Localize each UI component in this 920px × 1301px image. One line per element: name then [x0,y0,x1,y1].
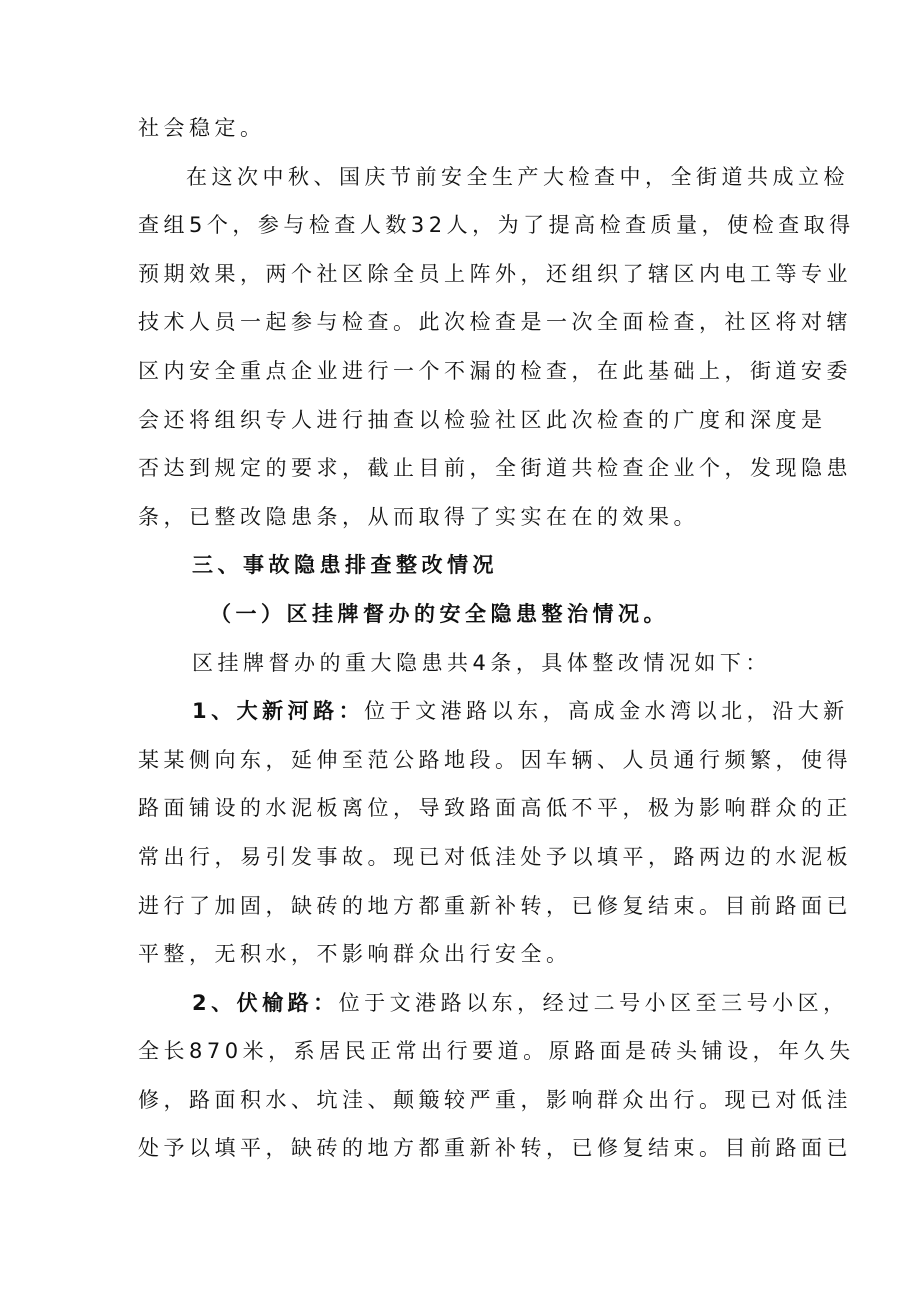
paragraph-line: 技术人员一起参与检查。此次检查是一次全面检查，社区将对辖 [138,310,852,335]
paragraph-line: 区挂牌督办的重大隐患共4条，具体整改情况如下： [192,650,771,675]
paragraph-line: 路面铺设的水泥板离位，导致路面高低不平，极为影响群众的正 [138,796,852,821]
paragraph-line: 某某侧向东，延伸至范公路地段。因车辆、人员通行频繁，使得 [138,747,852,772]
item-label: 1、大新河路： [192,699,365,724]
paragraph-line: 查组5个，参与检查人数32人，为了提高检查质量，使检查取得 [138,213,855,238]
document-body [138,104,855,1173]
paragraph-line: 会还将组织专人进行抽查以检验社区此次检查的广度和深度是 [138,407,827,432]
paragraph-line: 全长870米，系居民正常出行要道。原路面是砖头铺设，年久失 [138,1039,855,1064]
paragraph-line: 进行了加固，缺砖的地方都重新补转，已修复结束。目前路面已 [138,893,852,918]
item-first-line [138,687,849,736]
item-text: 位于文港路以东，经过二号小区至三号小区， [338,990,849,1015]
paragraph-line: 预期效果，两个社区除全员上阵外，还组织了辖区内电工等专业 [138,261,852,286]
subsection-heading: （一）区挂牌督办的安全隐患整治情况。 [210,601,669,626]
paragraph-line: 否达到规定的要求，截止目前，全街道共检查企业个，发现隐患 [138,456,852,481]
item-first-line [138,979,849,1028]
paragraph-line: 区内安全重点企业进行一个不漏的检查，在此基础上，街道安委 [138,358,852,383]
item-label: 2、伏榆路： [192,990,339,1015]
paragraph-line: 在这次中秋、国庆节前安全生产大检查中，全街道共成立检 [186,164,849,189]
item-text: 位于文港路以东，高成金水湾以北，沿大新 [364,699,849,724]
paragraph-line: 平整，无积水，不影响群众出行安全。 [138,942,572,967]
paragraph-line: 处予以填平，缺砖的地方都重新补转，已修复结束。目前路面已 [138,1136,852,1161]
paragraph-line: 常出行，易引发事故。现已对低洼处予以填平，路两边的水泥板 [138,844,852,869]
paragraph-line: 条，已整改隐患条，从而取得了实实在在的效果。 [138,504,699,529]
section-heading: 三、事故隐患排查整改情况 [192,553,498,578]
paragraph-line: 修，路面积水、坑洼、颠簸较严重，影响群众出行。现已对低洼 [138,1087,852,1112]
paragraph-line: 社会稳定。 [138,116,266,140]
